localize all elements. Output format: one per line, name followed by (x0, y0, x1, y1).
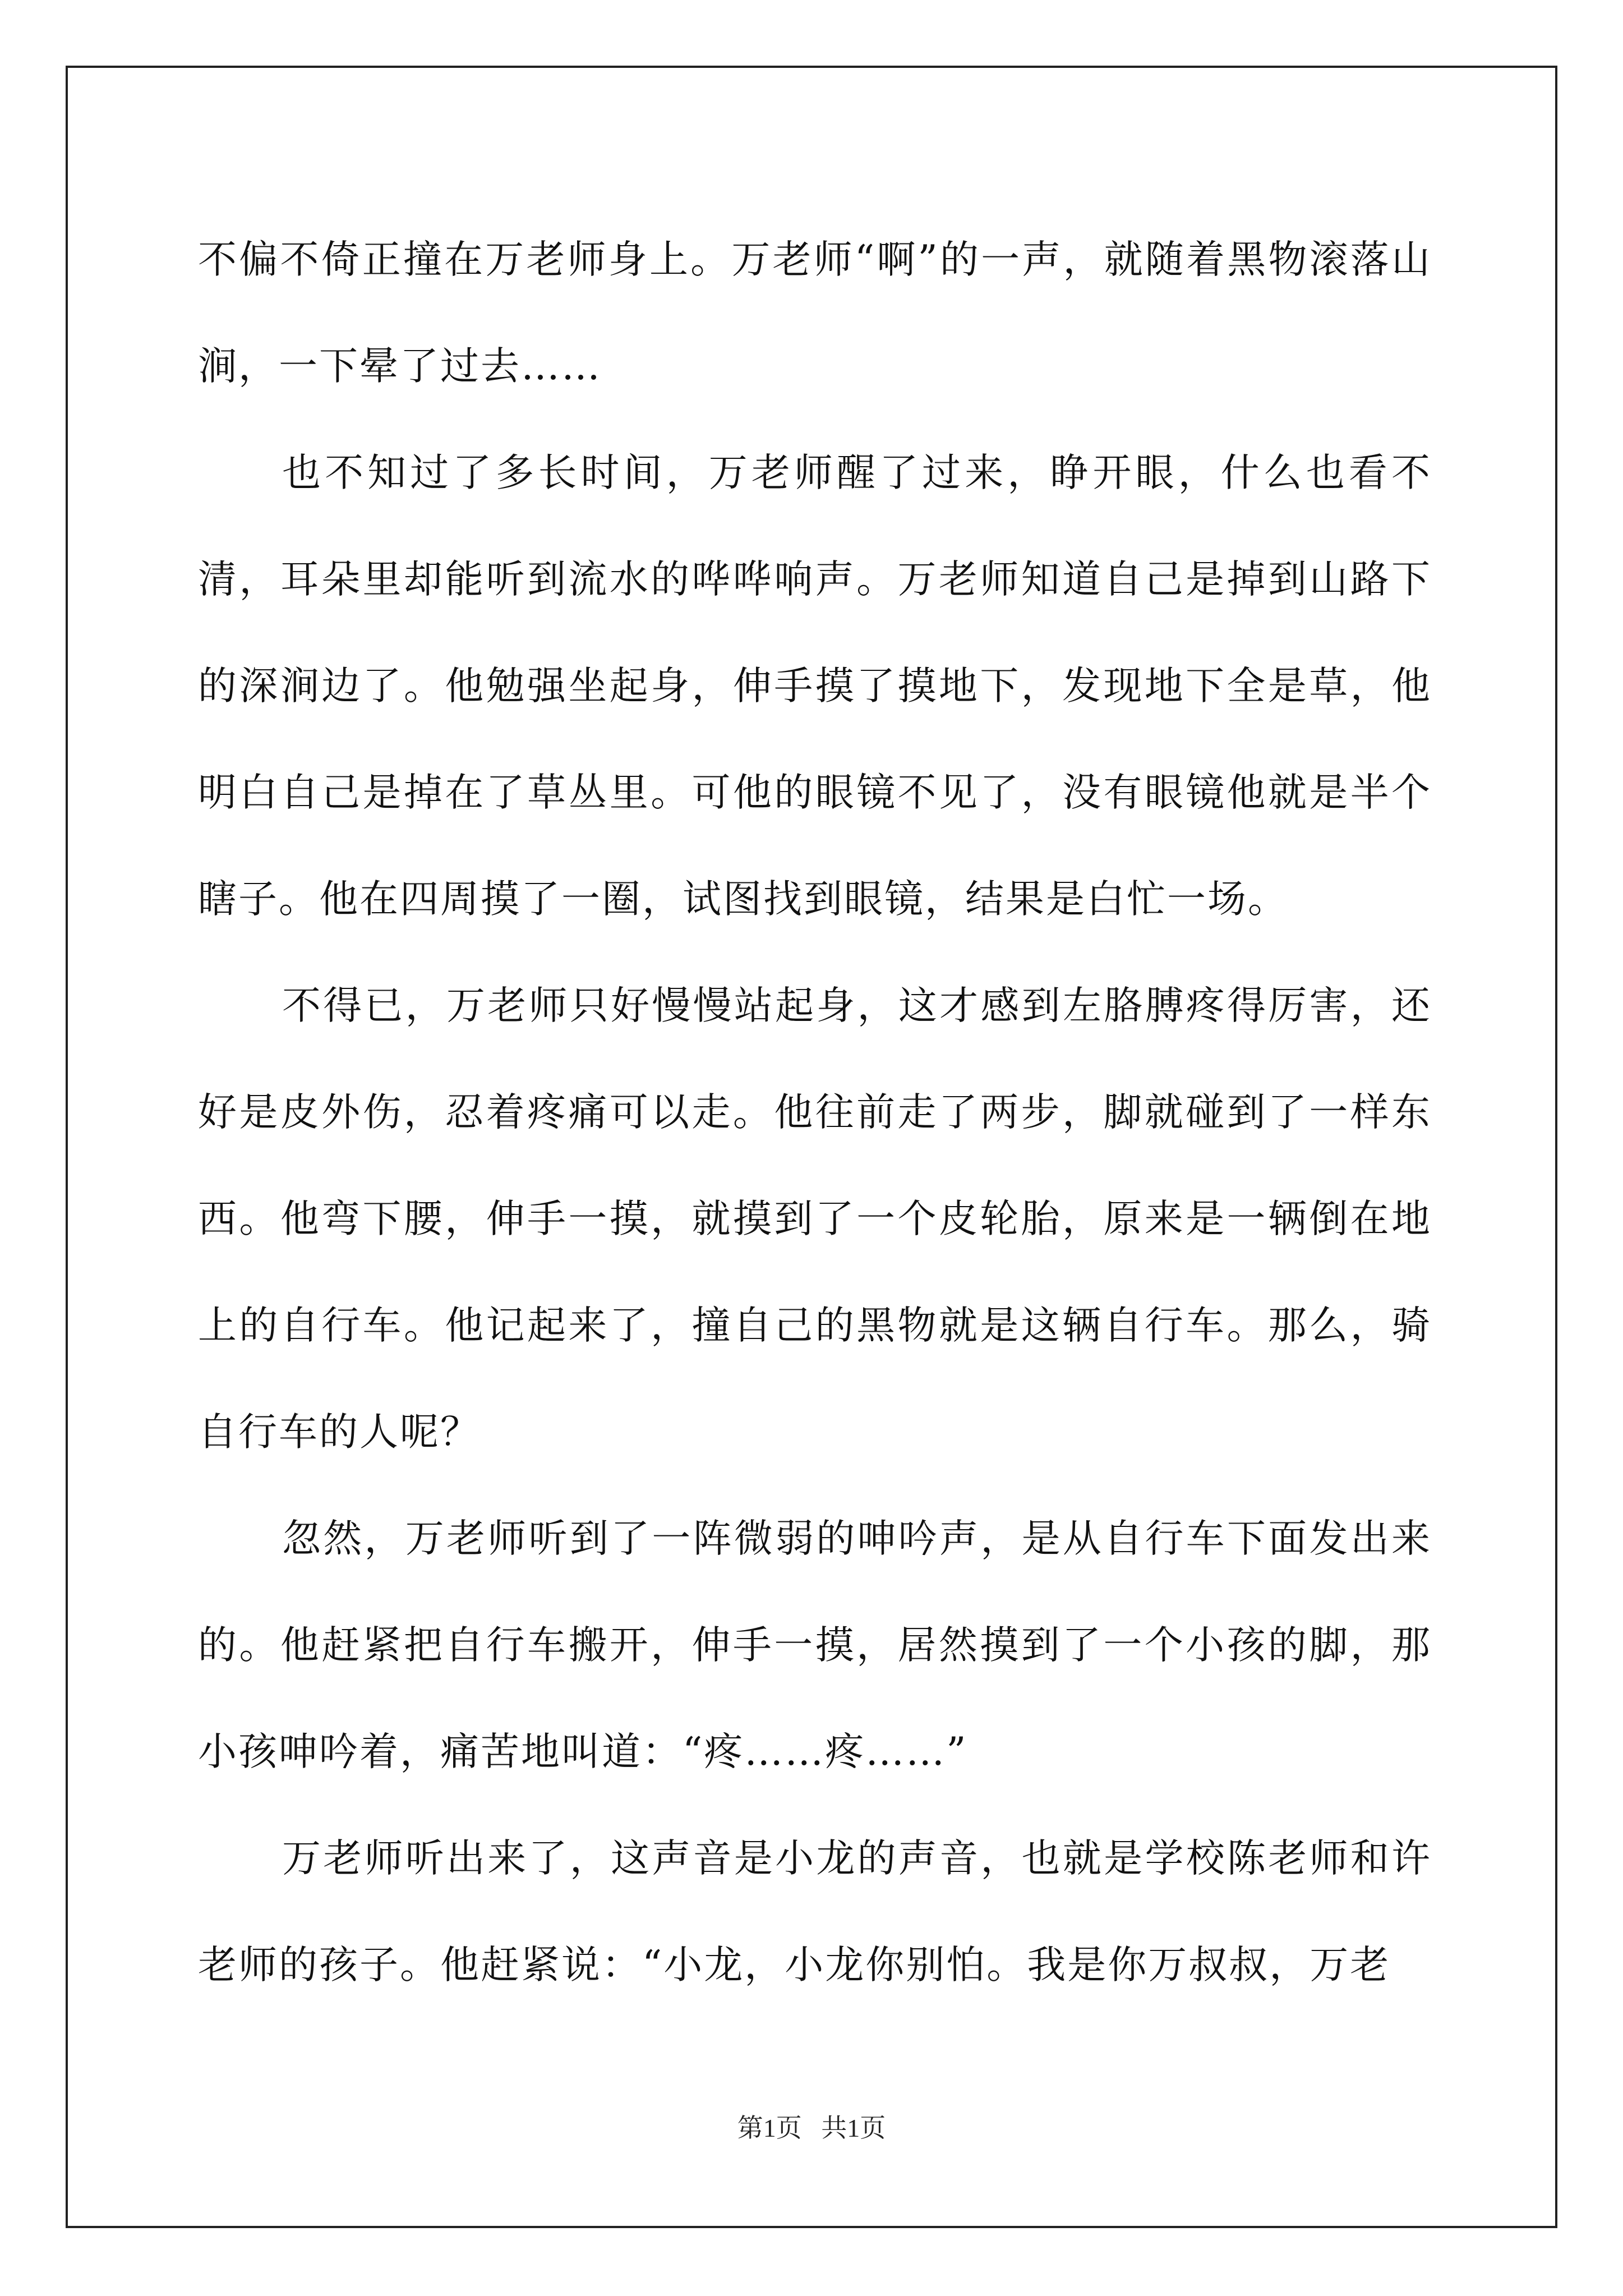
paragraph-3: 不得已，万老师只好慢慢站起身，这才感到左胳膊疼得厉害，还好是皮外伤，忍着疼痛可以走。他往前走了两步，脚就碰到了一样东西。他弯下腰，伸手一摸，就摸到了一个皮轮胎，原来是一辆倒在地上的自行车。他记起来了，撞自己的黑物就是这辆自行车。那么，骑自行车的人呢？ (198, 983, 1432, 1455)
page-footer: 第1页 共1页 (737, 2114, 886, 2142)
paragraph-4: 忽然，万老师听到了一阵微弱的呻吟声，是从自行车下面发出来的。他赶紧把自行车搬开，伸手一摸，居然摸到了一个小孩的脚，那小孩呻吟着，痛苦地叫道：“疼……疼……” (198, 1516, 1432, 1774)
paragraph-5: 万老师听出来了，这声音是小龙的声音，也就是学校陈老师和许老师的孩子。他赶紧说：“小龙，小龙你别怕。我是你万叔叔，万老 (198, 1836, 1432, 1987)
paragraph-2: 也不知过了多长时间，万老师醒了过来，睁开眼，什么也看不清，耳朵里却能听到流水的哗哗响声。万老师知道自己是掉到山路下的深涧边了。他勉强坐起身，伸手摸了摸地下，发现地下全是草，他明白自己是掉在了草丛里。可他的眼镜不见了，没有眼镜他就是半个瞎子。他在四周摸了一圈，试图找到眼镜，结果是白忙一场。 (198, 450, 1432, 922)
paragraph-1: 不偏不倚正撞在万老师身上。万老师“啊”的一声，就随着黑物滚落山涧，一下晕了过去…… (198, 237, 1432, 389)
document-body (198, 206, 1432, 2018)
